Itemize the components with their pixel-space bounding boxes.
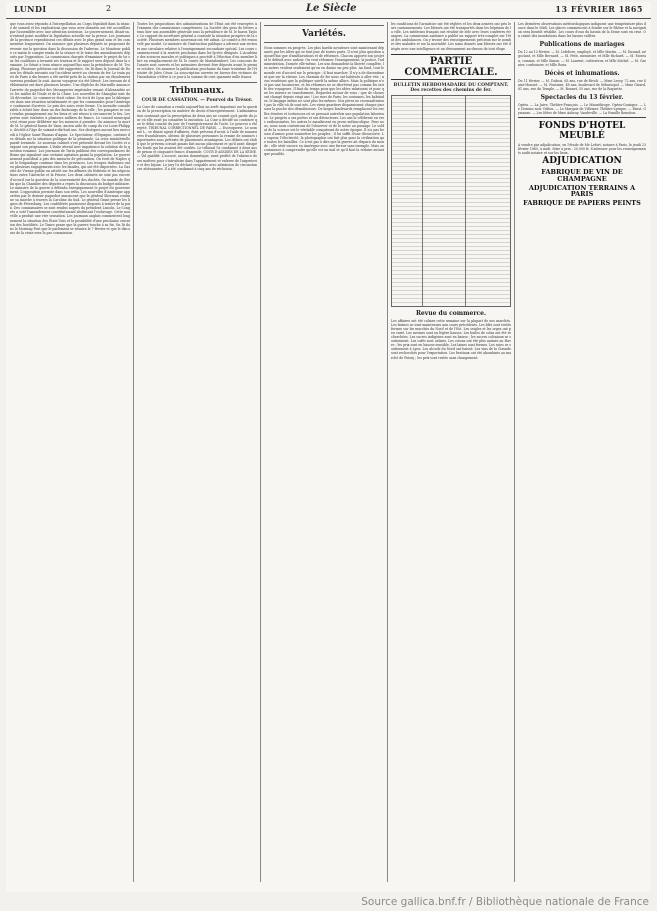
- ad-text: A vendre par adjudication, en l'étude de Me Lefort, notaire à Paris, le jeudi 23 février 1865, à midi. Mise à prix : 20,000 fr. S'adresser pour les renseignements audit notaire et sur les lieux.: [518, 143, 646, 156]
- publications-text: Du 12 au 13 février. — M. Lefebvre, employé, et Mlle Martin. — M. Durand, négociant, et Mlle Bernard. — M. Petit, menuisier, et Mlle Richard. — M. Moreau, commis, et Mlle Simon. — M. Laurent, cultivateur, et Mlle Michel. — M. Garnier, cordonnier, et Mlle Roux.: [518, 50, 646, 67]
- source-attribution: Source gallica.bnf.fr / Bibliothèque nationale de France: [361, 896, 649, 908]
- bourse-table: [391, 95, 511, 307]
- classified-ads: [518, 117, 646, 207]
- article-text: les conditions de l'armistice ont été réglées et les deux armées ont pris leurs cantonnements. Les blessés ont été transportés dans les hôpitaux de la ville. Les médecins français ont rivalisé de zèle avec leurs confrères étrangers. La commission sanitaire a publié un rapport très-complet sur l'état des ambulances. On y trouve des renseignements précieux sur le nombre des malades et sur la mortalité. Les soins donnés aux blessés ont été dirigés avec une intelligence et un dévouement au-dessus de tout éloge.: [391, 22, 511, 51]
- ad-adjudication: ADJUDICATION: [542, 156, 622, 167]
- ad-terrains: ADJUDICATION TERRAINS A PARIS: [528, 183, 636, 199]
- column-1: [10, 22, 130, 882]
- ad-hotel: FONDS D'HOTEL MEUBLÉ: [538, 121, 626, 141]
- publications-heading: Publications de mariages: [539, 41, 625, 49]
- header-day: LUNDI: [14, 4, 47, 14]
- header-date: 13 FÉVRIER 1865: [555, 4, 643, 14]
- spectacles-text: Opéra. — La Juive. Théâtre-Français. — Le Misanthrope. Opéra-Comique. — Le Domino noir. Odéon. — Le Marquis de Villemer. Théâtre-Lyrique. — Faust. Gymnase. — Les Idées de Mme Aubray. Vaudeville. — La Famille Benoiton.: [518, 103, 646, 116]
- article-text: que vous aviez répondu à l'interpellation au Corps législatif dans la séance de samedi et les explications que vous avez données ont été accueillies par l'assemblée avec une attention soutenue. Le gouvernement, disait-on, n'entend point modifier la législation actuelle sur la presse. Les journaux de la province reproduisent ces débats avec le plus grand soin et les commentent longuement. On annonce que plusieurs députés se proposent de revenir sur la question dans la discussion de l'adresse. Le Moniteur publie ce matin le compte rendu de la séance et le texte des amendements déposés par l'opposition. La commission chargée d'examiner le projet de loi sur les coalitions a terminé ses travaux et le rapport sera déposé dans la semaine. Le Sénat a tenu séance aujourd'hui sous la présidence de M. Troplong. Plusieurs pétitions ont été rapportées. On lit dans le Journal de Rouen les détails suivants sur l'accident arrivé au chemin de fer. Le train parti de Paris à dix heures a été arrêté près de la station par un éboulement survenu pendant la nuit. Aucun voyageur n'a été blessé. Les travaux de déblaiement ont duré plusieurs heures. Une dépêche de Marseille annonce l'arrivée du paquebot des Messageries impériales venant d'Alexandrie avec les malles de l'Inde et de la Chine. Les nouvelles de Shanghaï sont du 28 décembre. Le commerce était calme. On écrit de Lyon que la fabrique est dans une situation satisfaisante et que les commandes pour l'Amérique continuent d'arriver. Le prix des soies reste ferme. Un incendie considérable a éclaté hier dans un des faubourgs de la ville ; les pompiers se sont rendus promptement sur les lieux et ont réussi à circonscrire le feu. Les pertes sont évaluées à plusieurs milliers de francs. Le conseil municipal s'est réuni pour délibérer sur les mesures à prendre. On annonce la mort de M. le général baron de Vaux, ancien aide de camp du roi Louis-Philippe, décédé à l'âge de soixante-dix-huit ans. Ses obsèques auront lieu mercredi à l'église Saint-Thomas-d'Aquin. Le Spectateur, d'Espagne, contient des détails sur la situation politique de la péninsule. La crise ministérielle paraît terminée. Le nouveau cabinet s'est présenté devant les Cortès et a exposé son programme. L'Italie attend avec impatience la solution de la question romaine. Les journaux de Turin publient des correspondances de Rome qui signalent une certaine agitation parmi la population. Le gouvernement pontifical a pris des mesures de précaution. On écrit de Naples que le brigandage continue dans les provinces. Les troupes italiennes ont eu plusieurs engagements avec les bandes, qui ont été dispersées. La Gazette de Vienne publie un article sur les affaires du Holstein et les négociations entre l'Autriche et la Prusse. Les deux cabinets ne sont pas encore d'accord sur la question de la souveraineté des duchés. On mande de Berlin que la Chambre des députés a repris la discussion du budget militaire. Le ministre de la guerre a défendu énergiquement le projet du gouvernement. L'opposition persiste dans son refus. Les nouvelles d'Amérique apportées par le dernier paquebot annoncent que le général Sherman continue sa marche à travers la Caroline du Sud. Le général Grant presse les lignes de Petersburg. Les confédérés paraissent disposés à traiter de la paix. Des commissaires se sont rendus auprès du président Lincoln. Le Congrès a voté l'amendement constitutionnel abolissant l'esclavage. Cette nouvelle a produit une vive sensation. Les journaux anglais commentent longuement la situation des États-Unis et la possibilité d'une prochaine cessation des hostilités. Le Times pense que la guerre touche à sa fin. On lit dans le Morning Post que le parlement se réunira le 7 février et que le discours de la reine sera lu par commission.: [10, 22, 130, 235]
- column-3: [264, 22, 384, 882]
- column-2: [137, 22, 257, 882]
- divider: [264, 42, 384, 43]
- bourse-table-title: BULLETIN HEBDOMADAIRE DU COMPTANT. Des recettes des chemins de fer.: [393, 82, 509, 93]
- ad-champagne: FABRIQUE DE VIN DE CHAMPAGNE: [541, 167, 623, 183]
- article-text: Les dernières observations météorologiques indiquent une température plus douce dans le Midi. Les glaces commencent à fondre sur le Rhône et la navigation sera bientôt rétablie. Les cours d'eau du bassin de la Seine sont en crue. On craint des inondations dans les basses vallées.: [518, 22, 646, 39]
- column-4: [391, 22, 511, 882]
- article-text: La Cour de cassation a rendu aujourd'hui un arrêt important sur la question de la prescription en matière de droits d'enregistrement. L'administration soutenait que la prescription de deux ans ne courait qu'à partir du jour où elle avait pu connaître la mutation. La Cour a décidé au contraire que le délai courait du jour de l'enregistrement de l'acte. Le pourvoi a été rejeté. TRIBUNAL CORRECTIONNEL DE PARIS. — Escroquerie. Le nommé L., se disant agent d'affaires, était prévenu d'avoir, à l'aide de manœuvres frauduleuses, obtenu de plusieurs personnes la remise de sommes importantes sous prétexte de placements avantageux. Les débats ont établi que le prévenu n'avait jamais fait aucun placement et qu'il avait dissipé les fonds qui lui avaient été confiés. Le tribunal l'a condamné à deux ans de prison et cinquante francs d'amende. COUR D'ASSISES DE LA SEINE. — Vol qualifié. L'accusé, ancien domestique, avait profité de l'absence de ses maîtres pour s'introduire dans l'appartement et enlever de l'argenterie et des bijoux. Le jury l'a déclaré coupable avec admission de circonstances atténuantes. Il a été condamné à cinq ans de réclusion.: [137, 105, 257, 171]
- commercial-section-title: PARTIE COMMERCIALE.: [391, 54, 511, 80]
- newspaper-page: [6, 2, 651, 892]
- divider: [137, 82, 257, 83]
- column-5: [518, 22, 646, 882]
- ad-papiers-peints: FABRIQUE DE PAPIERS PEINTS: [523, 199, 641, 208]
- article-text: Les affaires ont été calmes cette semaine sur la plupart de nos marchés. Les farines se sont maintenues aux cours précédents. Les blés sont restés fermes sur les marchés du Nord et de l'Est. Les seigles et les orges ont peu varié. Les avoines sont en légère hausse. Les huiles de colza ont été recherchées. Les sucres indigènes sont en baisse ; les sucres coloniaux se soutiennent. Les cafés sont calmes. Les cotons ont été plus animés au Havre ; les prix sont en hausse sensible. Les laines sont fermes. Les soies se soutiennent à Lyon. Les alcools du Nord ont baissé. Les vins de la Gironde sont recherchés pour l'exportation. Les bestiaux ont été abondants au marché de Poissy ; les prix sont restés sans changement.: [391, 318, 511, 360]
- article-text: Nous sommes en progrès. Les plus hardis novateurs sont maintenant dépassés par les idées qui se font jour de toutes parts. Il n'est plus question aujourd'hui que d'améliorations et de réformes. Chacun apporte son projet et le défend avec ardeur. On veut réformer l'enseignement, la justice, l'administration, l'armée elle-même. Les uns demandent la liberté complète, les autres veulent seulement qu'on en donne un peu plus. Au fond, tout le monde est d'accord sur le principe : il faut marcher. Il n'y a de dissentiment que sur la vitesse. Les chemins de fer nous ont habitués à aller vite ; nous voudrions que la politique suivît la même allure. Mais la politique n'est pas une locomotive, et les réformes ne se décrètent pas comme les tarifs des voyageurs. Il faut du temps pour que les idées mûrissent et pour que les mœurs se transforment. Regardez autour de vous : que de choses ont changé depuis vingt ans ! Les rues de Paris, les costumes, les habitudes, le langage même ne sont plus les mêmes. Nos pères ne reconnaîtraient pas la ville où ils sont nés. Les vieux quartiers disparaissent chaque jour sous la pioche des démolisseurs. De larges boulevards remplacent les ruelles étroites et tortueuses où se pressait autrefois une population laborieuse. Le progrès a ses poètes et ses détracteurs. Les uns le célèbrent en vers enthousiastes, les autres le maudissent en prose mélancolique. Pour nous, nous nous contentons de l'observer et de le noter au passage. Le soldat de la science est le véritable conquérant de notre époque. Il n'a pas besoin d'armes pour soumettre les peuples ; il lui suffit d'une découverte. La vapeur, l'électricité, la photographie ont fait plus pour la civilisation que toutes les batailles. Ce n'est pas à dire que la guerre ait disparu du monde ; elle sévit encore en Amérique avec une fureur sans exemple. Mais on commence à comprendre qu'elle est un mal et qu'il faut la réduire autant que possible.: [264, 46, 384, 157]
- newspaper-title: Le Siècle: [306, 3, 357, 14]
- section-heading-varietes: Variétés.: [302, 29, 346, 39]
- spectacles-heading: Spectacles du 13 février.: [540, 94, 624, 102]
- deces-heading: Décès et inhumations.: [544, 69, 620, 77]
- column-separator: [514, 22, 515, 882]
- divider: [264, 25, 384, 26]
- revue-heading: Revue du commerce.: [415, 309, 487, 317]
- column-separator: [387, 22, 388, 882]
- page-header: [6, 2, 651, 19]
- header-page-number: 2: [106, 4, 112, 13]
- deces-text: Du 11 février. — M. Dubois, 65 ans, rue de Rivoli. — Mme Leroy, 72 ans, rue Saint-Honoré. — M. Fontaine, 48 ans, boulevard de Sébastopol. — Mme Girard, 81 ans, rue du Temple. — M. Bonnet, 55 ans, rue de la Roquette.: [518, 78, 646, 91]
- column-separator: [260, 22, 261, 882]
- column-separator: [133, 22, 134, 882]
- section-heading-tribunaux: Tribunaux.: [169, 86, 225, 97]
- section-subheading: COUR DE CASSATION. — Pourvoi du Trésor.: [141, 98, 253, 104]
- article-text: Toutes les propositions des administrations de l'État ont été renvoyées à l'examen des commissions compétentes. La Société des gens de lettres a tenu hier son assemblée générale sous la présidence de M. le baron Taylor. Le rapport du secrétaire général a constaté la situation prospère de la société. Plusieurs membres nouveaux ont été admis. Le comité a été renouvelé par moitié. Le ministre de l'instruction publique a adressé aux recteurs une circulaire relative à l'enseignement secondaire spécial. Les cours commenceront à la rentrée prochaine dans les lycées désignés. L'Académie des sciences morales et politiques a procédé à l'élection d'un membre libre en remplacement de M. le comte de Montalembert. Les concours de l'année sont ouverts et les mémoires devront être déposés avant le premier octobre. On annonce la publication prochaine du tome troisième de l'Histoire de Jules César. La souscription ouverte en faveur des victimes de l'inondation s'élève à ce jour à la somme de cent quarante mille francs.: [137, 22, 257, 80]
- page-footer: [0, 893, 657, 911]
